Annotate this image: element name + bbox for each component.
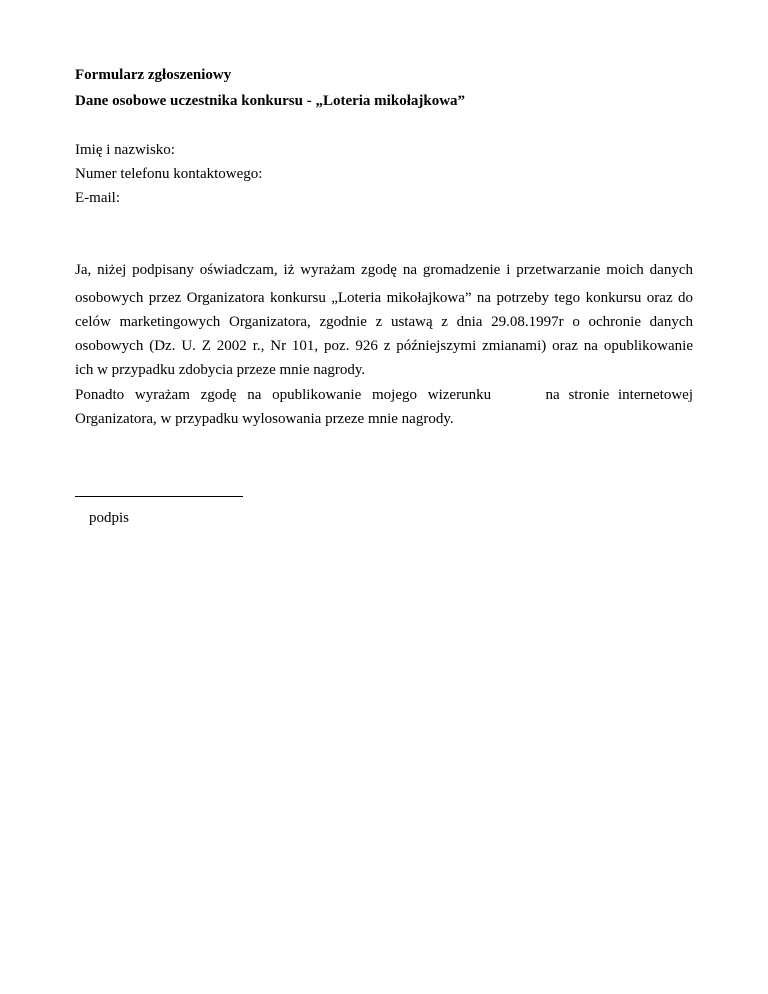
email-field-label: E-mail: bbox=[75, 190, 120, 206]
consent-line-5: ich w przypadku zdobycia przeze mnie nagrody. bbox=[75, 362, 366, 378]
signature-label: podpis bbox=[89, 510, 130, 526]
consent-line-1: Ja, niżej podpisany oświadczam, iż wyrażam zgodę na gromadzenie i przetwarzanie moich danych bbox=[75, 262, 693, 278]
form-title: Formularz zgłoszeniowy bbox=[75, 67, 232, 83]
consent-line-6 bbox=[75, 386, 693, 404]
form-subtitle: Dane osobowe uczestnika konkursu - „Loteria mikołajkowa” bbox=[75, 93, 466, 109]
consent-line-6-left: Ponadto wyrażam zgodę na opublikowanie mojego wizerunku bbox=[75, 387, 492, 403]
consent-line-6-right: na stronie internetowej bbox=[545, 387, 693, 403]
consent-line-2: osobowych przez Organizatora konkursu „Loteria mikołajkowa” na potrzeby tego konkursu oraz do bbox=[75, 290, 693, 306]
consent-line-3: celów marketingowych Organizatora, zgodnie z ustawą z dnia 29.08.1997r o ochronie danych bbox=[75, 314, 693, 330]
consent-line-7: Organizatora, w przypadku wylosowania przeze mnie nagrody. bbox=[75, 411, 454, 427]
signature-line bbox=[75, 496, 243, 497]
name-field-label: Imię i nazwisko: bbox=[75, 142, 175, 158]
consent-line-4: osobowych (Dz. U. Z 2002 r., Nr 101, poz. 926 z późniejszymi zmianami) oraz na opublikowanie bbox=[75, 338, 693, 354]
phone-field-label: Numer telefonu kontaktowego: bbox=[75, 166, 263, 182]
